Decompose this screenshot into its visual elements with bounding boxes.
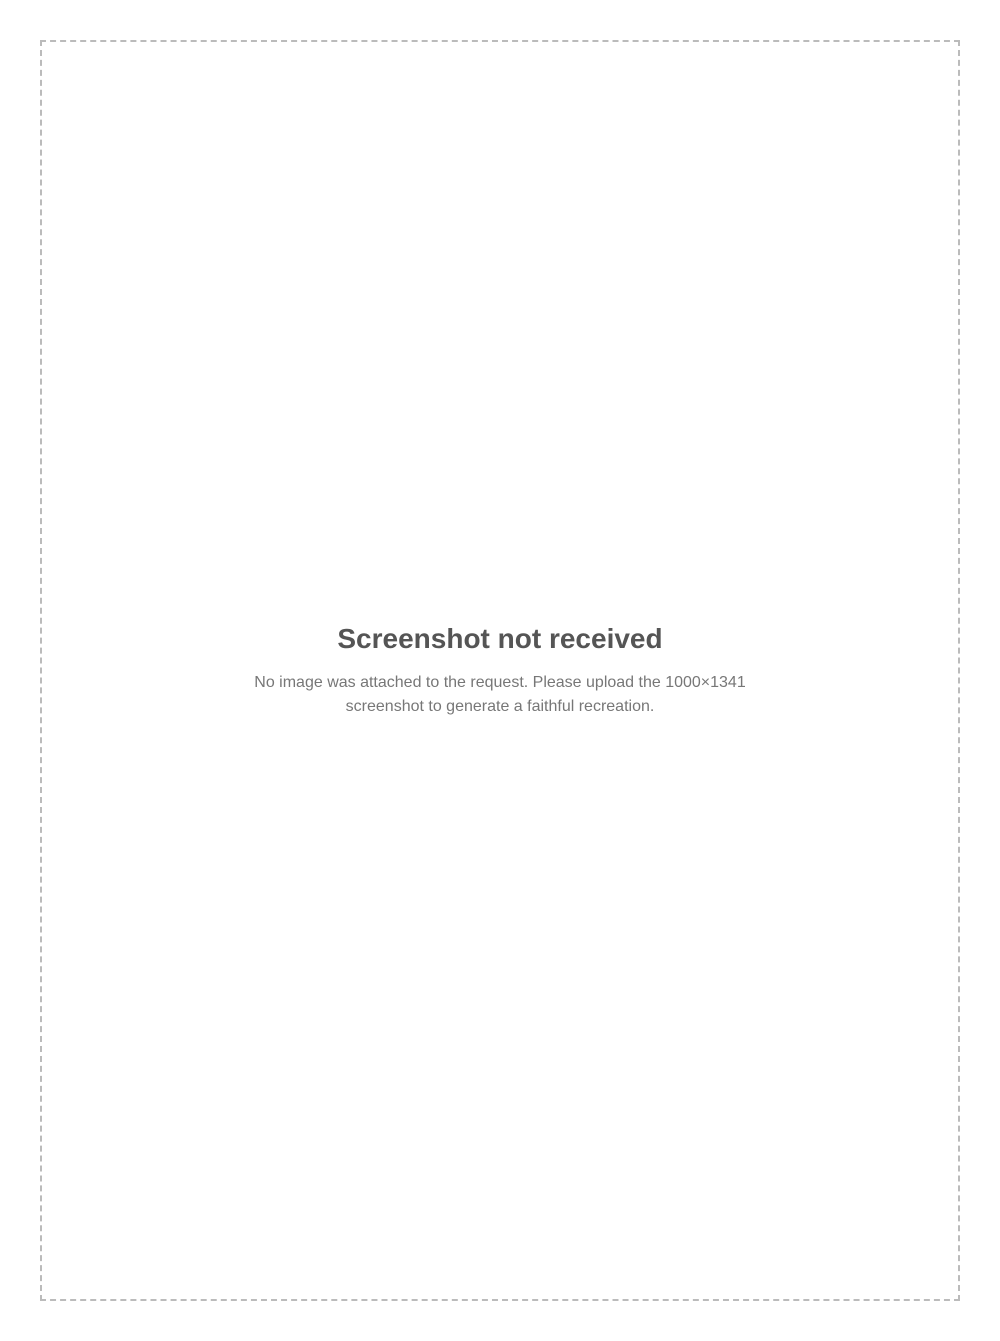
placeholder-title: Screenshot not received: [337, 622, 663, 654]
placeholder-panel: [40, 40, 960, 1301]
placeholder-message: No image was attached to the request. Please upload the 1000×1341 screenshot to generate a faithful recreation.: [254, 673, 746, 715]
